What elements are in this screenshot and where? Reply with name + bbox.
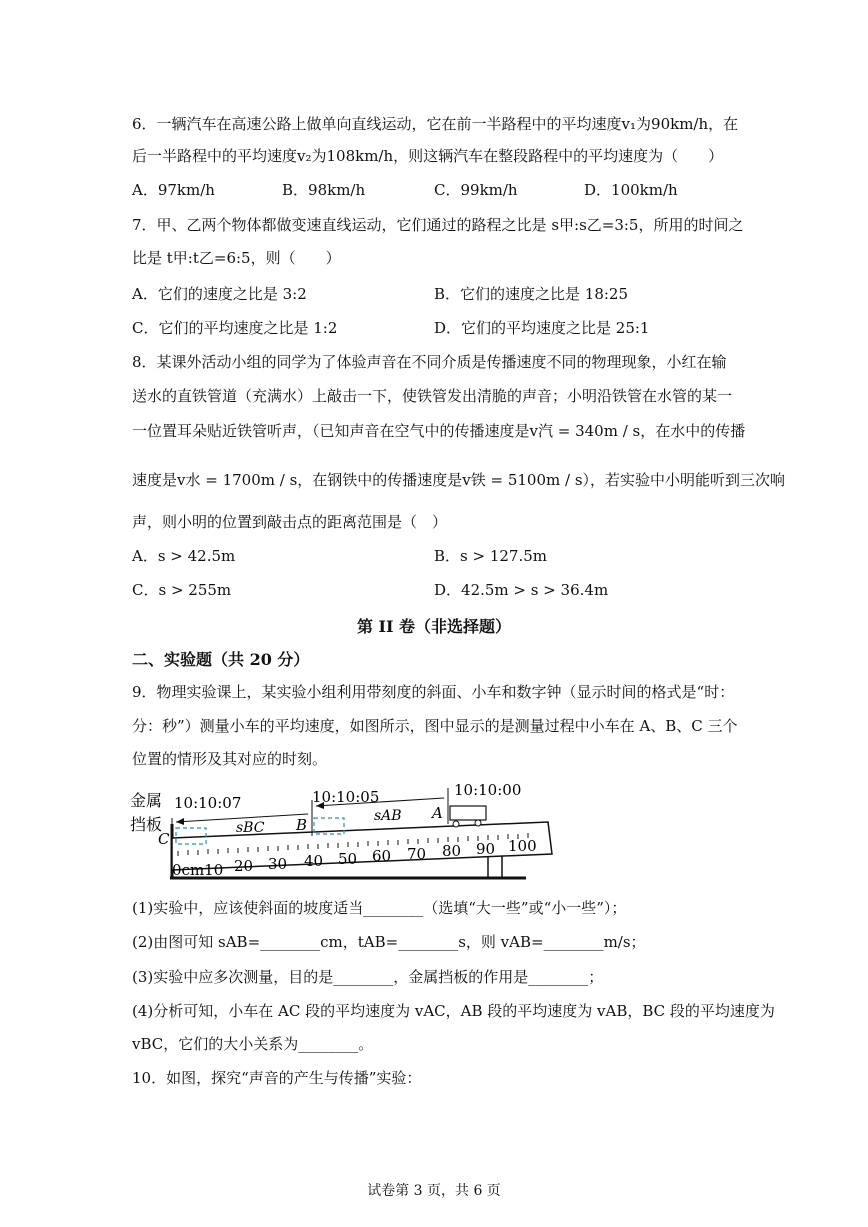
scale-label-20: 20 [234,857,254,875]
q9-sub1: (1)实验中，应该使斜面的坡度适当________（选填“大一些”或“小一些”）； [132,899,627,917]
q8-option-b: B．s > 127.5m [434,547,547,565]
scale-label-30: 30 [268,855,288,873]
q6-line1: 6．一辆汽车在高速公路上做单向直线运动，它在前一半路程中的平均速度v₁为90km/h，在 [132,115,739,133]
metal-label: 金属 [130,791,163,810]
q7-option-d: D．它们的平均速度之比是 25:1 [434,319,650,337]
q9-sub4a: (4)分析可知，小车在 AC 段的平均速度为 vAC，AB 段的平均速度为 vAB，BC 段的平均速度为 [132,1002,775,1020]
q9-line3: 位置的情形及其对应的时刻。 [132,750,328,768]
cart-wheel [453,821,459,827]
scale-label-0: 0cm10 [172,861,224,879]
q8-option-a: A．s > 42.5m [132,547,236,565]
scale-label-40: 40 [304,852,324,870]
page-footer: 试卷第 3 页，共 6 页 [367,1183,501,1199]
arrowhead-s-bc [176,818,184,825]
q9-line1: 9．物理实验课上，某实验小组利用带刻度的斜面、小车和数字钟（显示时间的格式是“时： [132,683,735,701]
scale-label-80: 80 [442,842,462,860]
q9-sub2: (2)由图可知 sAB=________cm，tAB=________s，则 vAB=________m/s； [132,933,646,951]
scale-label-50: 50 [338,850,358,868]
q10-line1: 10．如图，探究“声音的产生与传播”实验： [132,1069,422,1087]
q9-sub3: (3)实验中应多次测量，目的是________，金属挡板的作用是________； [132,968,604,986]
q8-line5: 声，则小明的位置到敲击点的距离范围是（ ） [132,513,448,531]
q9-line2: 分：秒”）测量小车的平均速度，如图所示，图中显示的是测量过程中小车在 A、B、C 三个 [132,717,738,735]
point-b-label: B [296,816,308,834]
q9-sub4b: vBC，它们的大小关系为________。 [132,1035,374,1053]
point-c-label: C [158,830,170,848]
scale-label-60: 60 [372,847,392,865]
q8-option-d: D．42.5m > s > 36.4m [434,581,609,599]
s-ab-label: sAB [374,808,402,824]
q8-line4: 速度是v水 = 1700m / s，在钢铁中的传播速度是v铁 = 5100m / s），若实验中小明能听到三次响 [132,471,786,489]
q8-option-c: C．s > 255m [132,581,232,599]
q6-option-a: A．97km/h [132,181,215,199]
q6-option-d: D．100km/h [584,181,678,199]
q7-option-c: C．它们的平均速度之比是 1:2 [132,319,338,337]
point-a-label: A [432,804,443,822]
q7-line1: 7．甲、乙两个物体都做变速直线运动，它们通过的路程之比是 s甲:s乙=3:5，所用的时间之 [132,216,744,234]
q7-option-a: A．它们的速度之比是 3:2 [132,285,307,303]
section2-heading: 二、实验题（共 20 分） [132,650,310,669]
q8-line2: 送水的直铁管道（充满水）上敲击一下，使铁管发出清脆的声音；小明沿铁管在水管的某一 [132,387,733,405]
time-b: 10:10:05 [312,788,380,806]
scale-label-70: 70 [407,845,427,863]
q8-line3: 一位置耳朵贴近铁管听声，（已知声音在空气中的传播速度是v汽 = 340m / s，在水中的传播 [132,422,746,440]
scale-label-90: 90 [476,840,496,858]
q8-line1: 8．某课外活动小组的同学为了体验声音在不同介质是传播速度不同的物理现象，小红在输 [132,353,727,371]
time-c: 10:10:07 [174,794,242,812]
q7-line2: 比是 t甲:t乙=6:5，则（ ） [132,249,341,267]
scale-label-100: 100 [508,837,537,855]
incline-figure [128,778,558,886]
section-title: 第 II 卷（非选择题） [356,617,512,636]
q6-option-c: C．99km/h [434,181,518,199]
q6-option-b: B．98km/h [282,181,366,199]
s-bc-label: sBC [236,820,265,836]
q6-line2: 后一半路程中的平均速度v₂为108km/h，则这辆汽车在整段路程中的平均速度为（ ） [132,147,724,165]
q7-option-b: B．它们的速度之比是 18:25 [434,285,629,303]
time-a: 10:10:00 [454,781,522,799]
plate-label: 挡板 [130,815,163,834]
cart-at-a [450,806,486,820]
cart-wheel [475,820,481,826]
